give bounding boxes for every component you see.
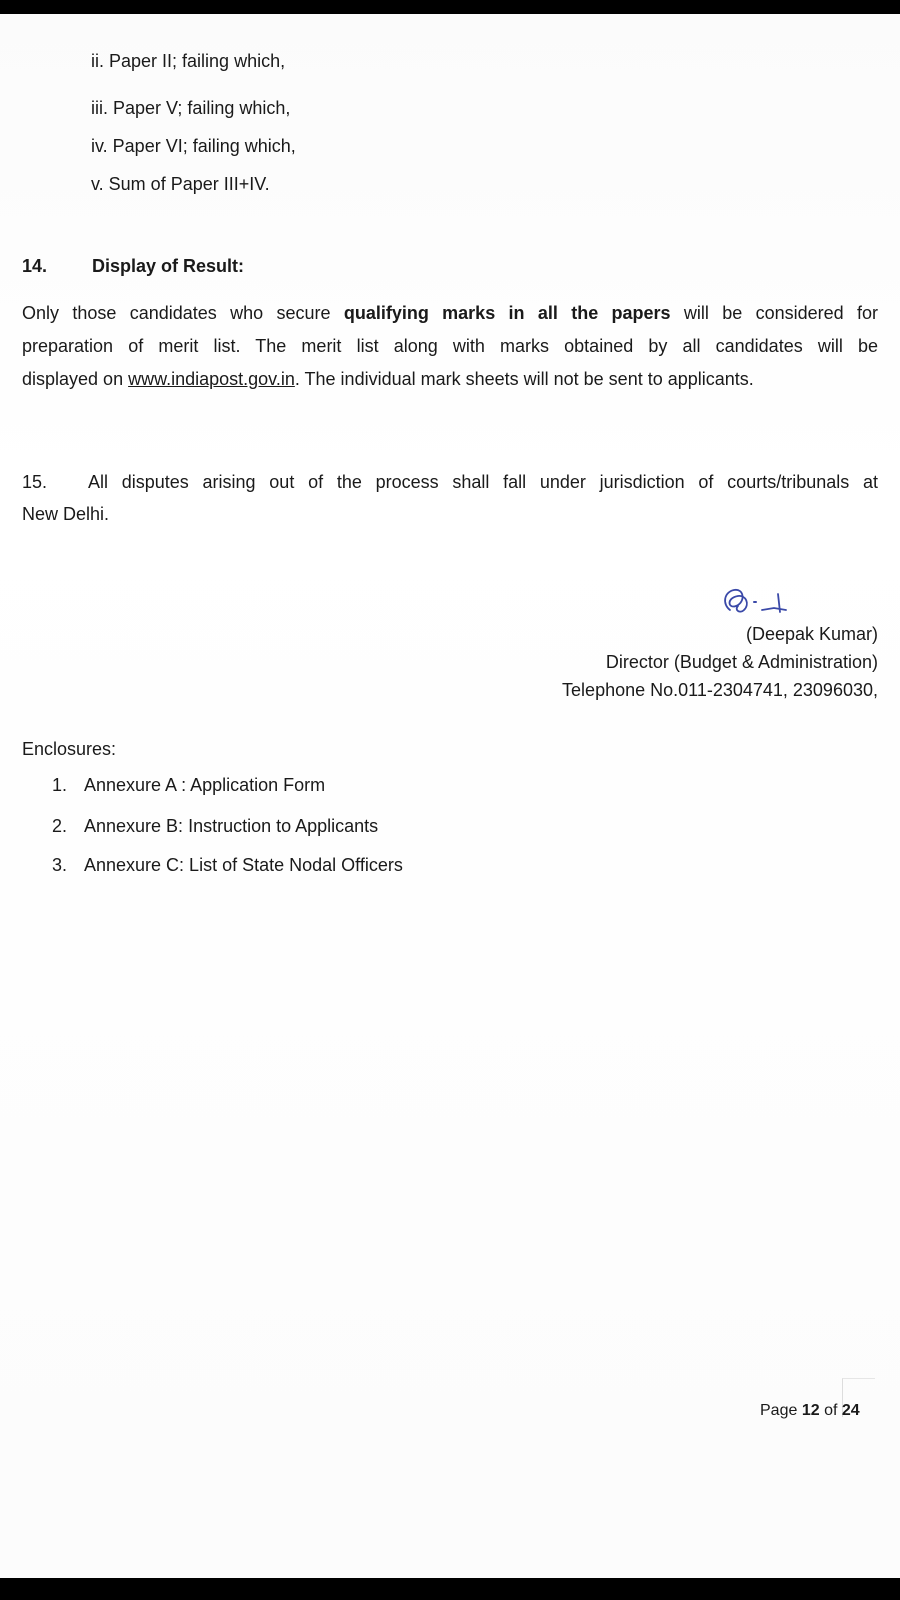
text-span: displayed on bbox=[22, 369, 124, 389]
enclosure-item: Annexure C: List of State Nodal Officers bbox=[84, 855, 403, 875]
paragraph-line: preparation of merit list. The merit list along with marks obtained by all candidates will be bbox=[22, 336, 878, 356]
handwritten-signature bbox=[716, 580, 806, 620]
list-item: iv. Paper VI; failing which, bbox=[91, 136, 296, 156]
jurisdiction-line: New Delhi. bbox=[22, 504, 110, 524]
text-span: Only those candidates who secure bbox=[22, 303, 331, 323]
section-number: 15. bbox=[22, 472, 48, 492]
bottom-black-bar bbox=[0, 1578, 900, 1600]
text-span: . The individual mark sheets will not be sent to applicants. bbox=[294, 369, 754, 389]
section-title: Display of Result: bbox=[92, 256, 245, 276]
page-number bbox=[760, 1402, 860, 1420]
list-item: iii. Paper V; failing which, bbox=[91, 98, 291, 118]
enclosures-heading: Enclosures: bbox=[22, 739, 117, 759]
website-link[interactable]: www.indiapost.gov.in bbox=[128, 369, 295, 389]
list-item: ii. Paper II; failing which, bbox=[91, 51, 286, 71]
enclosure-item: Annexure B: Instruction to Applicants bbox=[84, 816, 379, 836]
page-of: of bbox=[824, 1402, 838, 1419]
text-span: will be considered for bbox=[683, 303, 878, 323]
jurisdiction-line: All disputes arising out of the process shall fall under jurisdiction of courts/tribunals at bbox=[88, 472, 878, 492]
page-prefix: Page bbox=[760, 1402, 798, 1419]
enclosure-item: Annexure A : Application Form bbox=[84, 775, 326, 795]
top-black-bar bbox=[0, 0, 900, 14]
section-number: 14. bbox=[22, 256, 48, 276]
signature-stroke bbox=[725, 590, 747, 612]
bold-text: qualifying marks in all the papers bbox=[343, 303, 671, 323]
enclosure-number: 2. bbox=[52, 816, 68, 836]
list-item: v. Sum of Paper III+IV. bbox=[91, 174, 270, 194]
signatory-name: (Deepak Kumar) bbox=[745, 624, 878, 644]
signatory-designation: Director (Budget & Administration) bbox=[605, 652, 878, 672]
paragraph-line bbox=[22, 297, 878, 330]
paragraph-line bbox=[22, 363, 878, 396]
current-page: 12 bbox=[801, 1402, 820, 1419]
result-paragraph bbox=[22, 297, 878, 396]
signature-stroke bbox=[762, 608, 786, 610]
enclosure-number: 3. bbox=[52, 855, 68, 875]
enclosure-number: 1. bbox=[52, 775, 68, 795]
signatory-telephone: Telephone No.011-2304741, 23096030, bbox=[562, 680, 878, 700]
total-pages: 24 bbox=[841, 1402, 860, 1419]
